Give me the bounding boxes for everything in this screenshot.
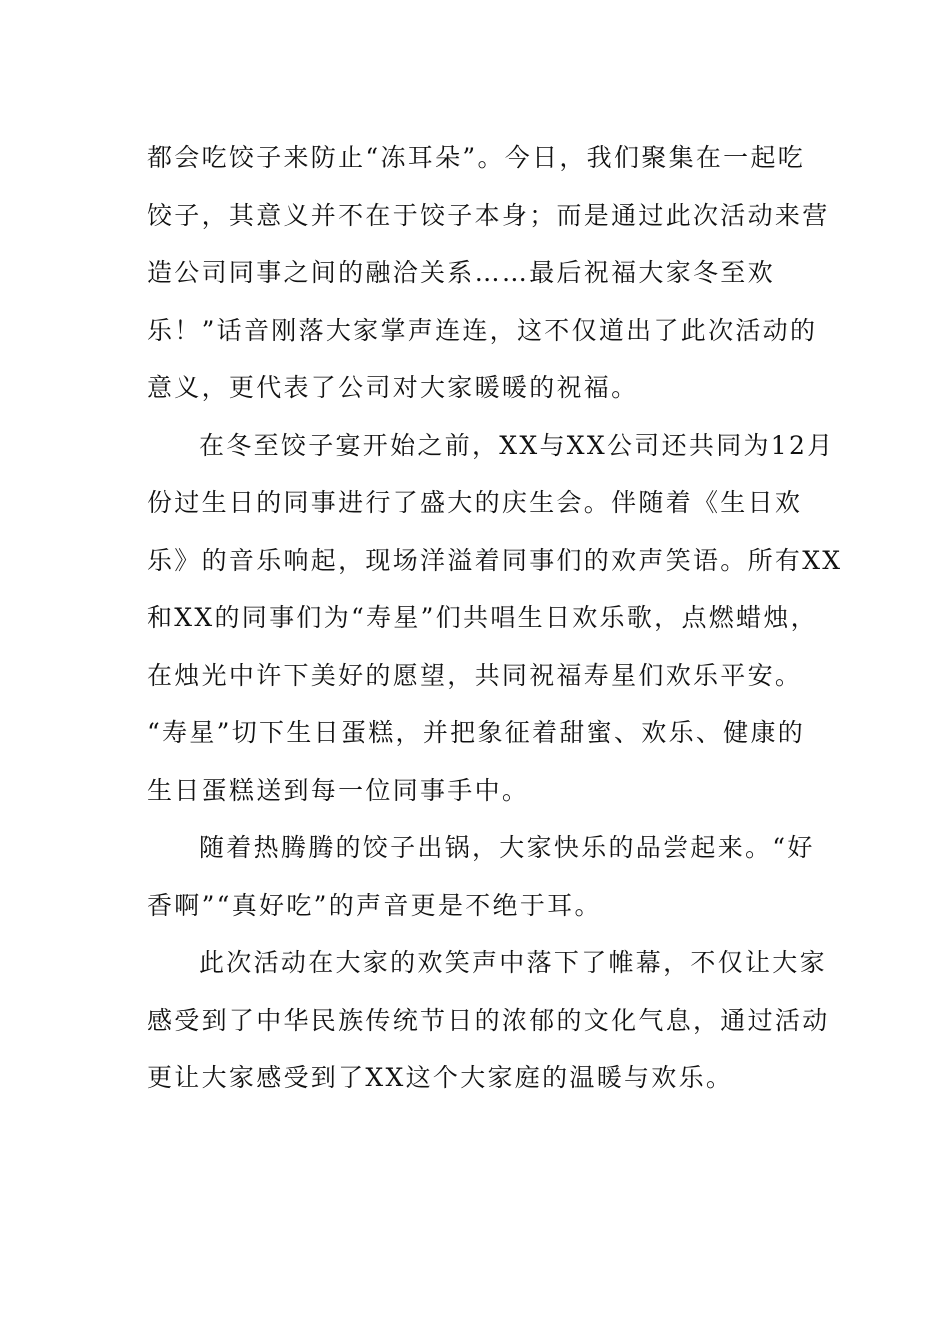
text-line: 份过生日的同事进行了盛大的庆生会。伴随着《生日欢 [147,488,803,517]
text-line: “寿星”切下生日蛋糕，并把象征着甜蜜、欢乐、健康的 [147,718,806,747]
text-line: 此次活动在大家的欢笑声中落下了帷幕，不仅让大家 [199,948,827,977]
text-line: 在冬至饺子宴开始之前，XX与XX公司还共同为12月 [199,431,835,460]
text-line: 饺子，其意义并不在于饺子本身；而是通过此次活动来营 [147,201,830,230]
text-line: 香啊”“真好吃”的声音更是不绝于耳。 [147,891,602,920]
text-line: 更让大家感受到了XX这个大家庭的温暖与欢乐。 [147,1063,734,1092]
text-line: 乐！”话音刚落大家掌声连连，这不仅道出了此次活动的 [147,316,818,345]
text-line: 生日蛋糕送到每一位同事手中。 [147,776,530,805]
text-line: 随着热腾腾的饺子出锅，大家快乐的品尝起来。“好 [199,833,815,862]
text-line: 造公司同事之间的融洽关系……最后祝福大家冬至欢 [147,258,775,287]
text-line: 在烛光中许下美好的愿望，共同祝福寿星们欢乐平安。 [147,661,803,690]
text-line: 意义，更代表了公司对大家暖暖的祝福。 [147,373,639,402]
text-line: 都会吃饺子来防止“冻耳朵”。今日，我们聚集在一起吃 [147,143,806,172]
text-line: 感受到了中华民族传统节日的浓郁的文化气息，通过活动 [147,1006,830,1035]
text-line: 和XX的同事们为“寿星”们共唱生日欢乐歌，点燃蜡烛， [147,603,818,632]
text-line: 乐》的音乐响起，现场洋溢着同事们的欢声笑语。所有XX [147,546,843,575]
